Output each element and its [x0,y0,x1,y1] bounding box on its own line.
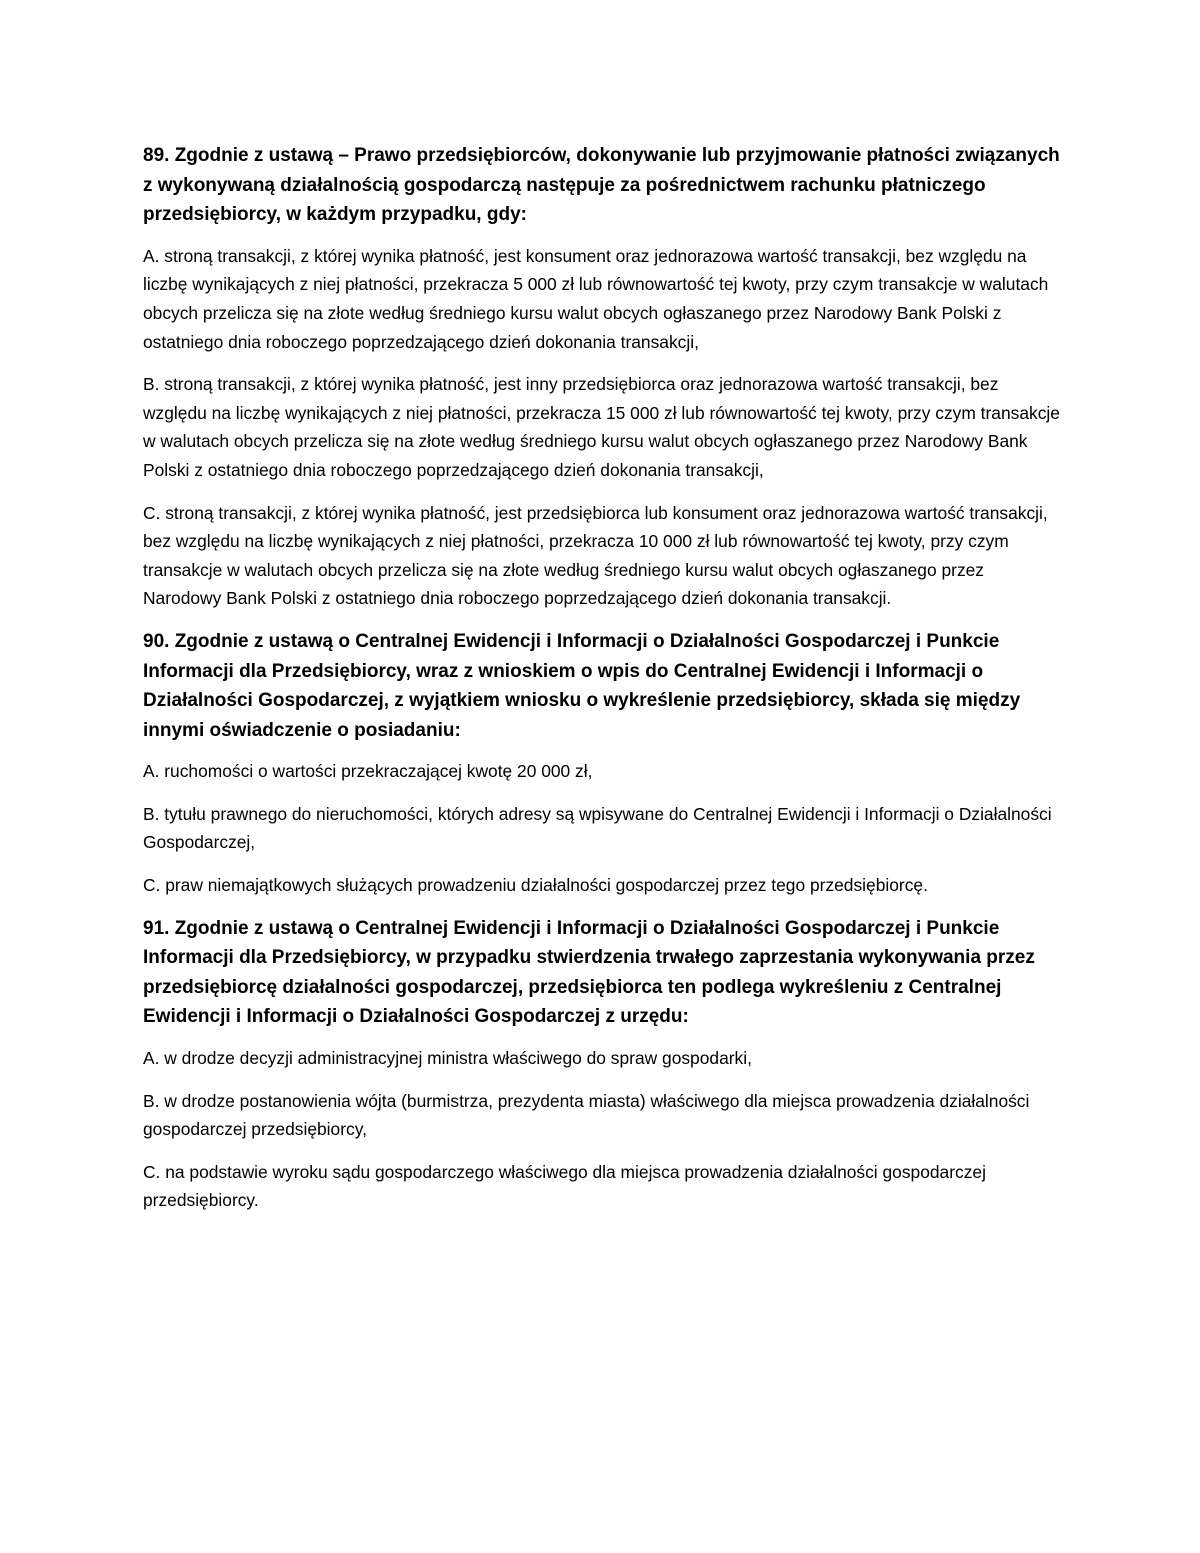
answer-c: C. stroną transakcji, z której wynika płatność, jest przedsiębiorca lub konsument oraz jednorazowa wartość transakcji, bez względu na liczbę wynikających z niej płatności, przekracza 10 000 zł lub równowartość tej kwoty, przy czym transakcje w walutach obcych przelicza się na złote według średniego kursu walut obcych ogłaszanego przez Narodowy Bank Polski z ostatniego dnia roboczego poprzedzającego dzień dokonania transakcji. [143,502,1048,609]
answer-a: A. stroną transakcji, z której wynika płatność, jest konsument oraz jednorazowa wartość transakcji, bez względu na liczbę wynikających z niej płatności, przekracza 5 000 zł lub równowartość tej kwoty, przy czym transakcje w walutach obcych przelicza się na złote według średniego kursu walut obcych ogłaszanego przez Narodowy Bank Polski z ostatniego dnia roboczego poprzedzającego dzień dokonania transakcji, [143,245,1049,352]
answer-c: C. na podstawie wyroku sądu gospodarczego właściwego dla miejsca prowadzenia działalności gospodarczej przedsiębiorcy. [143,1161,986,1211]
answer-b: B. stroną transakcji, z której wynika płatność, jest inny przedsiębiorca oraz jednorazowa wartość transakcji, bez względu na liczbę wynikających z niej płatności, przekracza 15 000 zł lub równowartość tej kwoty, przy czym transakcje w walutach obcych przelicza się na złote według średniego kursu walut obcych ogłaszanego przez Narodowy Bank Polski z ostatniego dnia roboczego poprzedzającego dzień dokonania transakcji, [143,374,1060,480]
question-89 [143,141,1063,613]
answer-b: B. tytułu prawnego do nieruchomości, których adresy są wpisywane do Centralnej Ewidencji i Informacji o Działalności Gospodarczej, [143,803,1052,853]
question-text: 89. Zgodnie z ustawą – Prawo przedsiębiorców, dokonywanie lub przyjmowanie płatności związanych z wykonywaną działalnością gospodarczą następuje za pośrednictwem rachunku płatniczego przedsiębiorcy, w każdym przypadku, gdy: [143,145,1060,226]
answer-b: B. w drodze postanowienia wójta (burmistrza, prezydenta miasta) właściwego dla miejsca prowadzenia działalności gospodarczej przedsiębiorcy, [143,1090,1030,1140]
question-text: 90. Zgodnie z ustawą o Centralnej Ewidencji i Informacji o Działalności Gospodarczej i Punkcie Informacji dla Przedsiębiorcy, wraz z wnioskiem o wpis do Centralnej Ewidencji i Informacji o Działalności Gospodarczej, z wyjątkiem wniosku o wykreślenie przedsiębiorcy, składa się między innymi oświadczenie o posiadaniu: [143,630,1021,741]
question-text: 91. Zgodnie z ustawą o Centralnej Ewidencji i Informacji o Działalności Gospodarczej i Punkcie Informacji dla Przedsiębiorcy, w przypadku stwierdzenia trwałego zaprzestania wykonywania przez przedsiębiorcę działalności gospodarczej, przedsiębiorca ten podlega wykreśleniu z Centralnej Ewidencji i Informacji o Działalności Gospodarczej z urzędu: [143,917,1035,1028]
question-91 [143,914,1063,1215]
document-page [143,141,1063,1229]
answer-a: A. ruchomości o wartości przekraczającej kwotę 20 000 zł, [143,761,593,782]
question-90 [143,627,1063,900]
answer-a: A. w drodze decyzji administracyjnej ministra właściwego do spraw gospodarki, [143,1048,752,1069]
answer-c: C. praw niemajątkowych służących prowadzeniu działalności gospodarczej przez tego przedsiębiorcę. [143,875,928,896]
